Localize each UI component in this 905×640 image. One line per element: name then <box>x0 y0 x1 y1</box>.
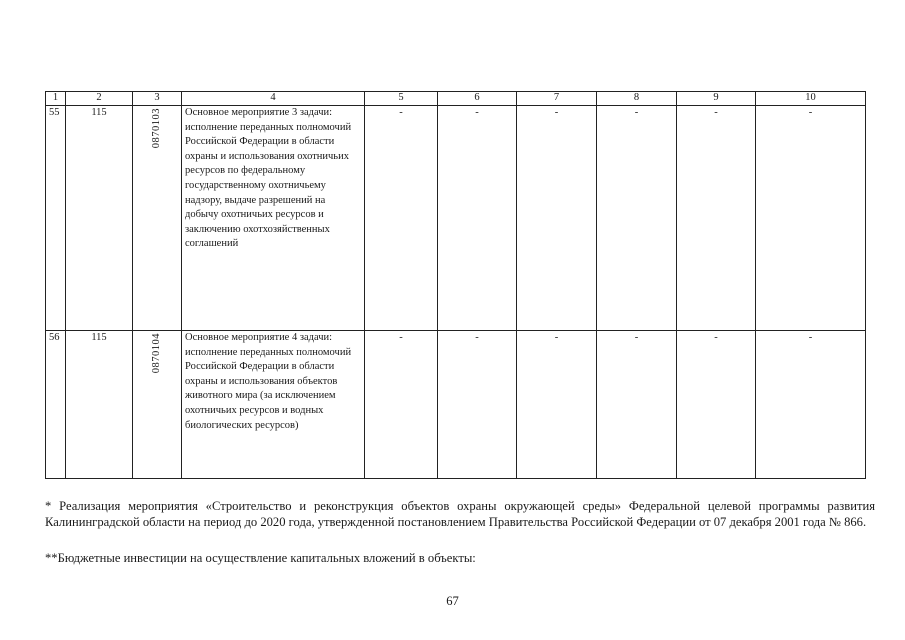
row-value: - <box>677 331 756 479</box>
row-value: - <box>517 106 597 331</box>
col-header: 8 <box>597 92 677 106</box>
table-row <box>46 331 866 479</box>
row-value: - <box>517 331 597 479</box>
row-description: Основное мероприятие 3 задачи: исполнение переданных полномочий Российской Федерации в области охраны и использования охотничьих ресурсов по федеральному государственному охотничьему надзору, выдаче разрешений на добычу охотничьих ресурсов и заключению охотхозяйственных соглашений <box>182 106 365 331</box>
col-header: 6 <box>438 92 517 106</box>
row-number: 55 <box>46 106 66 331</box>
col-header: 9 <box>677 92 756 106</box>
row-value: - <box>677 106 756 331</box>
row-number: 56 <box>46 331 66 479</box>
row-classifier-cell <box>133 331 182 479</box>
row-classifier: 0870104 <box>150 333 162 374</box>
row-code: 115 <box>66 331 133 479</box>
row-value: - <box>438 331 517 479</box>
table-row <box>46 106 866 331</box>
col-header: 3 <box>133 92 182 106</box>
col-header: 2 <box>66 92 133 106</box>
row-classifier-cell <box>133 106 182 331</box>
footnote-1: * Реализация мероприятия «Строительство и реконструкция объектов охраны окружающей среды» Федеральной целевой программы развития Калининградской области на период до 2020 года, утвержденной постановлением Правительства Российской Федерации от 07 декабря 2001 года № 866. <box>45 499 875 530</box>
col-header: 4 <box>182 92 365 106</box>
row-value: - <box>438 106 517 331</box>
table-header-row <box>46 92 866 106</box>
col-header: 5 <box>365 92 438 106</box>
row-classifier: 0870103 <box>150 108 162 149</box>
row-value: - <box>756 106 866 331</box>
footnote-2: **Бюджетные инвестиции на осуществление капитальных вложений в объекты: <box>45 551 476 565</box>
row-description: Основное мероприятие 4 задачи: исполнение переданных полномочий Российской Федерации в области охраны и использования объектов животного мира (за исключением охотничьих ресурсов и водных биологических ресурсов) <box>182 331 365 479</box>
row-value: - <box>597 106 677 331</box>
page-number: 67 <box>446 594 459 608</box>
row-value: - <box>597 331 677 479</box>
budget-table <box>45 91 866 479</box>
col-header: 10 <box>756 92 866 106</box>
row-code: 115 <box>66 106 133 331</box>
row-value: - <box>756 331 866 479</box>
col-header: 7 <box>517 92 597 106</box>
row-value: - <box>365 331 438 479</box>
col-header: 1 <box>46 92 66 106</box>
row-value: - <box>365 106 438 331</box>
